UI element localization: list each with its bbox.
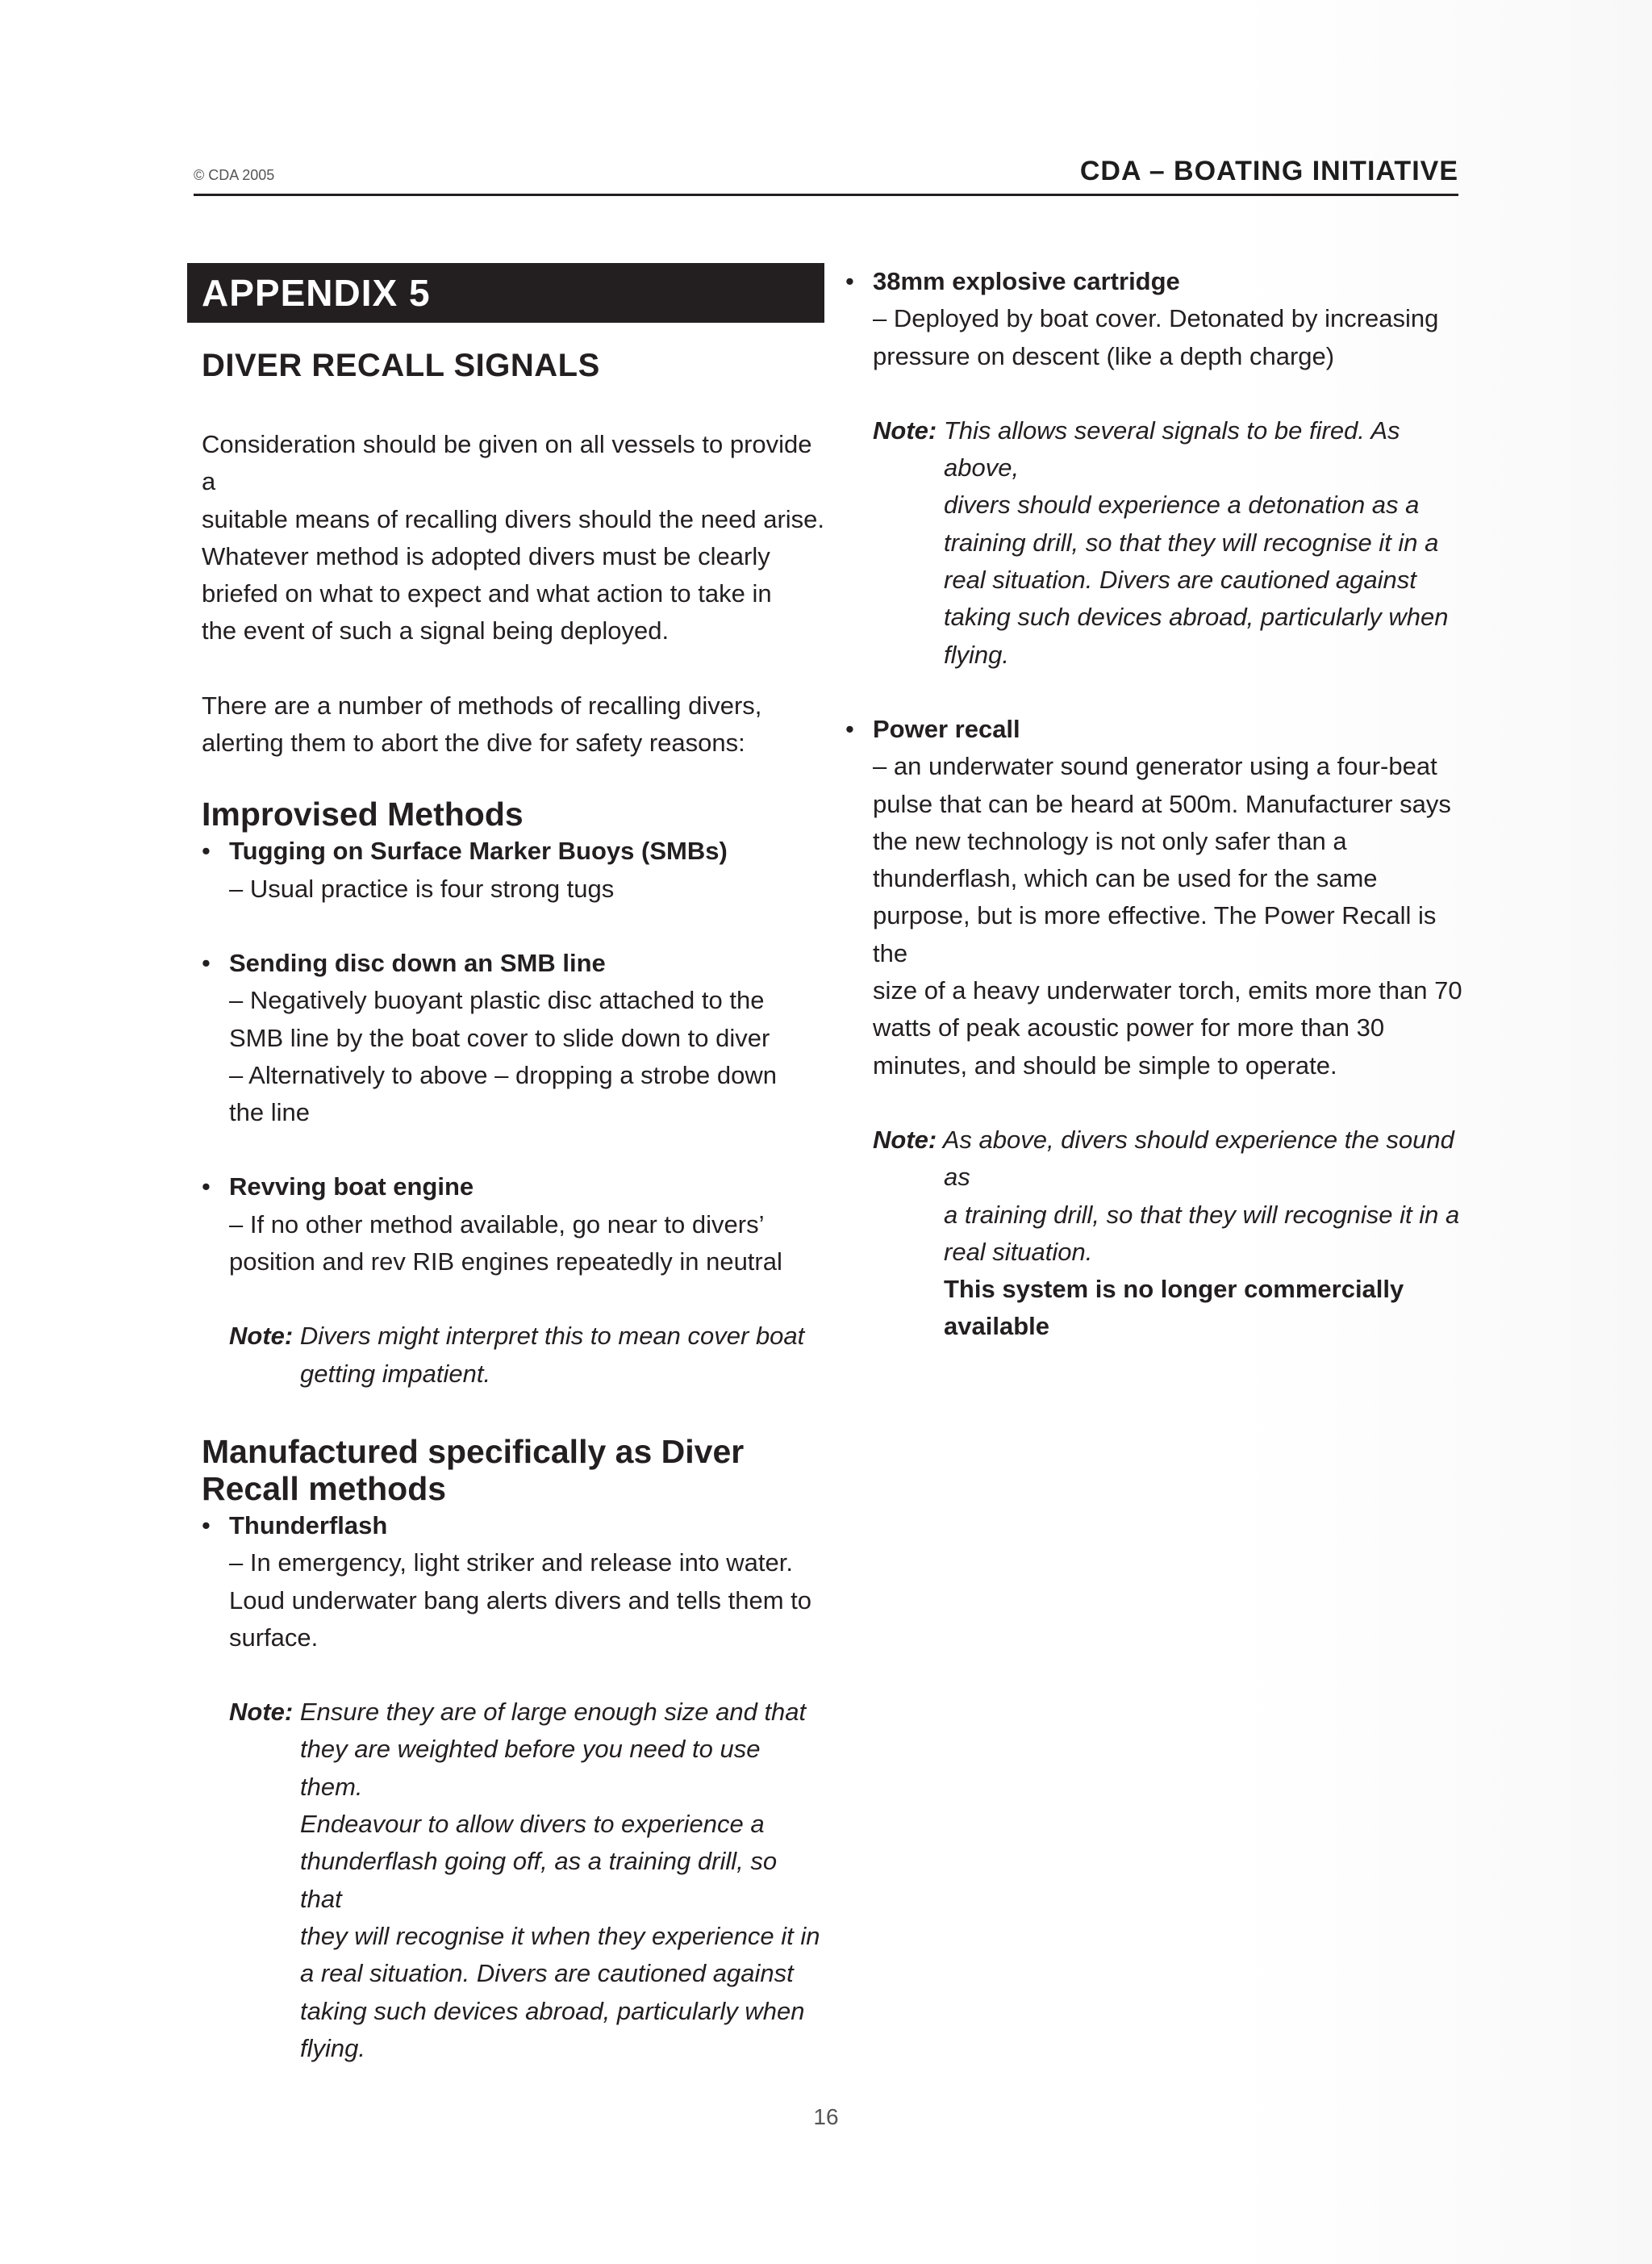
- text-line: suitable means of recalling divers should the need arise.: [202, 504, 825, 533]
- text-line: SMB line by the boat cover to slide down to diver: [229, 1023, 770, 1052]
- heading-line: Manufactured specifically as Diver: [202, 1432, 745, 1470]
- text-line: a real situation. Divers are cautioned against: [300, 1959, 794, 1988]
- bullet-icon: •: [845, 267, 854, 295]
- list-item: [202, 833, 824, 870]
- note-block: [845, 1122, 1466, 1346]
- text-line: they will recognise it when they experience it in: [300, 1921, 820, 1950]
- text-line: watts of peak acoustic power for more than 30: [873, 1013, 1385, 1042]
- spacer: [202, 908, 824, 945]
- text-line: There are a number of methods of recalling divers,: [202, 691, 762, 720]
- text-line: a training drill, so that they will recognise it in a: [944, 1200, 1460, 1229]
- text-line: getting impatient.: [300, 1359, 491, 1388]
- text-line: surface.: [229, 1623, 319, 1652]
- text-line: Ensure they are of large enough size and that: [299, 1698, 807, 1727]
- spacer: [202, 1656, 824, 1694]
- appendix-heading: APPENDIX 5: [187, 263, 824, 323]
- spacer: [202, 1131, 824, 1168]
- note-label: Note:: [229, 1322, 294, 1351]
- text-line: pressure on descent (like a depth charge): [873, 341, 1335, 370]
- note-text: [873, 1122, 1466, 1271]
- text-line: – Alternatively to above – dropping a strobe down: [229, 1060, 778, 1089]
- list-item: [202, 1507, 824, 1544]
- text-line: Loud underwater bang alerts divers and tells them to: [229, 1585, 812, 1614]
- page-header: [194, 148, 1458, 196]
- right-column: [845, 263, 1466, 1346]
- left-column: [187, 263, 824, 2067]
- bullet-icon: •: [202, 837, 211, 866]
- text-line: Consideration should be given on all vessels to provide a: [202, 430, 812, 496]
- text-line: – If no other method available, go near to divers’: [229, 1209, 765, 1239]
- intro-paragraph-2: [202, 687, 824, 762]
- text-line: – Deployed by boat cover. Detonated by increasing: [873, 304, 1439, 333]
- text-line: real situation. Divers are cautioned against: [944, 566, 1416, 595]
- bullet-icon: •: [202, 1172, 211, 1201]
- bullet-icon: •: [202, 1510, 211, 1539]
- text-line: minutes, and should be simple to operate.: [873, 1051, 1337, 1080]
- text-line: training drill, so that they will recognise it in a: [944, 528, 1439, 557]
- text-line: This allows several signals to be fired. As above,: [943, 416, 1400, 482]
- text-line: As above, divers should experience the sound as: [942, 1125, 1454, 1192]
- text-line: – Usual practice is four strong tugs: [229, 874, 615, 903]
- text-line: alerting them to abort the dive for safety reasons:: [202, 729, 745, 758]
- text-line: purpose, but is more effective. The Power Recall is the: [873, 901, 1437, 967]
- text-line: real situation.: [944, 1237, 1093, 1266]
- note-text: [229, 1318, 824, 1393]
- note-block: [202, 1694, 824, 2067]
- text-line: taking such devices abroad, particularly when: [944, 603, 1449, 632]
- body-content-left: [202, 426, 824, 2067]
- text-line: the new technology is not only safer than a: [873, 826, 1347, 855]
- note-text: [873, 412, 1466, 674]
- note-block: [202, 1318, 824, 1393]
- text-line: briefed on what to expect and what action to take in: [202, 579, 772, 608]
- text-line: – In emergency, light striker and release into water.: [229, 1548, 793, 1577]
- manufactured-methods-heading: [202, 1433, 824, 1507]
- spacer: [845, 1084, 1466, 1122]
- text-line: thunderflash, which can be used for the same: [873, 864, 1378, 893]
- list-item-detail: [845, 300, 1466, 375]
- page-number: 16: [813, 2104, 839, 2129]
- spacer: [845, 674, 1466, 711]
- note-label: Note:: [873, 1125, 937, 1154]
- spacer: [202, 1280, 824, 1318]
- list-item-detail: [202, 982, 824, 1131]
- text-line: size of a heavy underwater torch, emits more than 70: [873, 976, 1462, 1005]
- intro-paragraph-1: [202, 426, 824, 650]
- text-line: – Negatively buoyant plastic disc attached to the: [229, 986, 765, 1015]
- list-item-title: 38mm explosive cartridge: [873, 267, 1180, 295]
- availability-warning: [873, 1271, 1466, 1346]
- text-line: they are weighted before you need to use them.: [300, 1735, 761, 1801]
- list-item-title: Sending disc down an SMB line: [229, 948, 606, 977]
- list-item-detail: [202, 1206, 824, 1281]
- note-block: [845, 412, 1466, 674]
- text-line: – an underwater sound generator using a four-beat: [873, 752, 1437, 781]
- text-line: available: [944, 1312, 1049, 1341]
- copyright-notice: © CDA 2005: [194, 167, 275, 183]
- heading-line: Recall methods: [202, 1469, 447, 1507]
- text-line: pulse that can be heard at 500m. Manufacturer says: [873, 789, 1451, 818]
- list-item-detail: [845, 748, 1466, 1084]
- text-line: position and rev RIB engines repeatedly in neutral: [229, 1247, 782, 1276]
- list-item-title: Tugging on Surface Marker Buoys (SMBs): [229, 837, 728, 866]
- text-line: the event of such a signal being deployed.: [202, 616, 670, 645]
- list-item: [202, 945, 824, 982]
- list-item: [845, 263, 1466, 300]
- spacer: [845, 375, 1466, 412]
- note-label: Note:: [873, 416, 937, 445]
- list-item-detail: [202, 871, 824, 908]
- text-line: Whatever method is adopted divers must be clearly: [202, 541, 770, 570]
- text-line: Divers might interpret this to mean cover boat: [299, 1322, 805, 1351]
- list-item-detail: [202, 1544, 824, 1656]
- list-item: [845, 711, 1466, 748]
- text-line: This system is no longer commercially: [944, 1275, 1404, 1304]
- section-title: DIVER RECALL SIGNALS: [202, 348, 600, 383]
- note-text: [229, 1694, 824, 2067]
- list-item-title: Power recall: [873, 714, 1020, 743]
- improvised-methods-heading: Improvised Methods: [202, 796, 524, 833]
- list-item: [202, 1168, 824, 1205]
- text-line: the line: [229, 1098, 310, 1127]
- text-line: thunderflash going off, as a training drill, so that: [300, 1847, 778, 1913]
- series-title: CDA – BOATING INITIATIVE: [1079, 156, 1458, 186]
- text-line: Endeavour to allow divers to experience a: [300, 1810, 765, 1839]
- text-line: flying.: [300, 2033, 365, 2062]
- text-line: divers should experience a detonation as a: [944, 491, 1420, 520]
- bullet-icon: •: [845, 714, 854, 743]
- list-item-title: Revving boat engine: [229, 1172, 474, 1201]
- list-item-title: Thunderflash: [229, 1510, 388, 1539]
- note-label: Note:: [229, 1698, 294, 1727]
- text-line: flying.: [944, 640, 1009, 669]
- text-line: taking such devices abroad, particularly when: [300, 1996, 805, 2025]
- bullet-icon: •: [202, 948, 211, 977]
